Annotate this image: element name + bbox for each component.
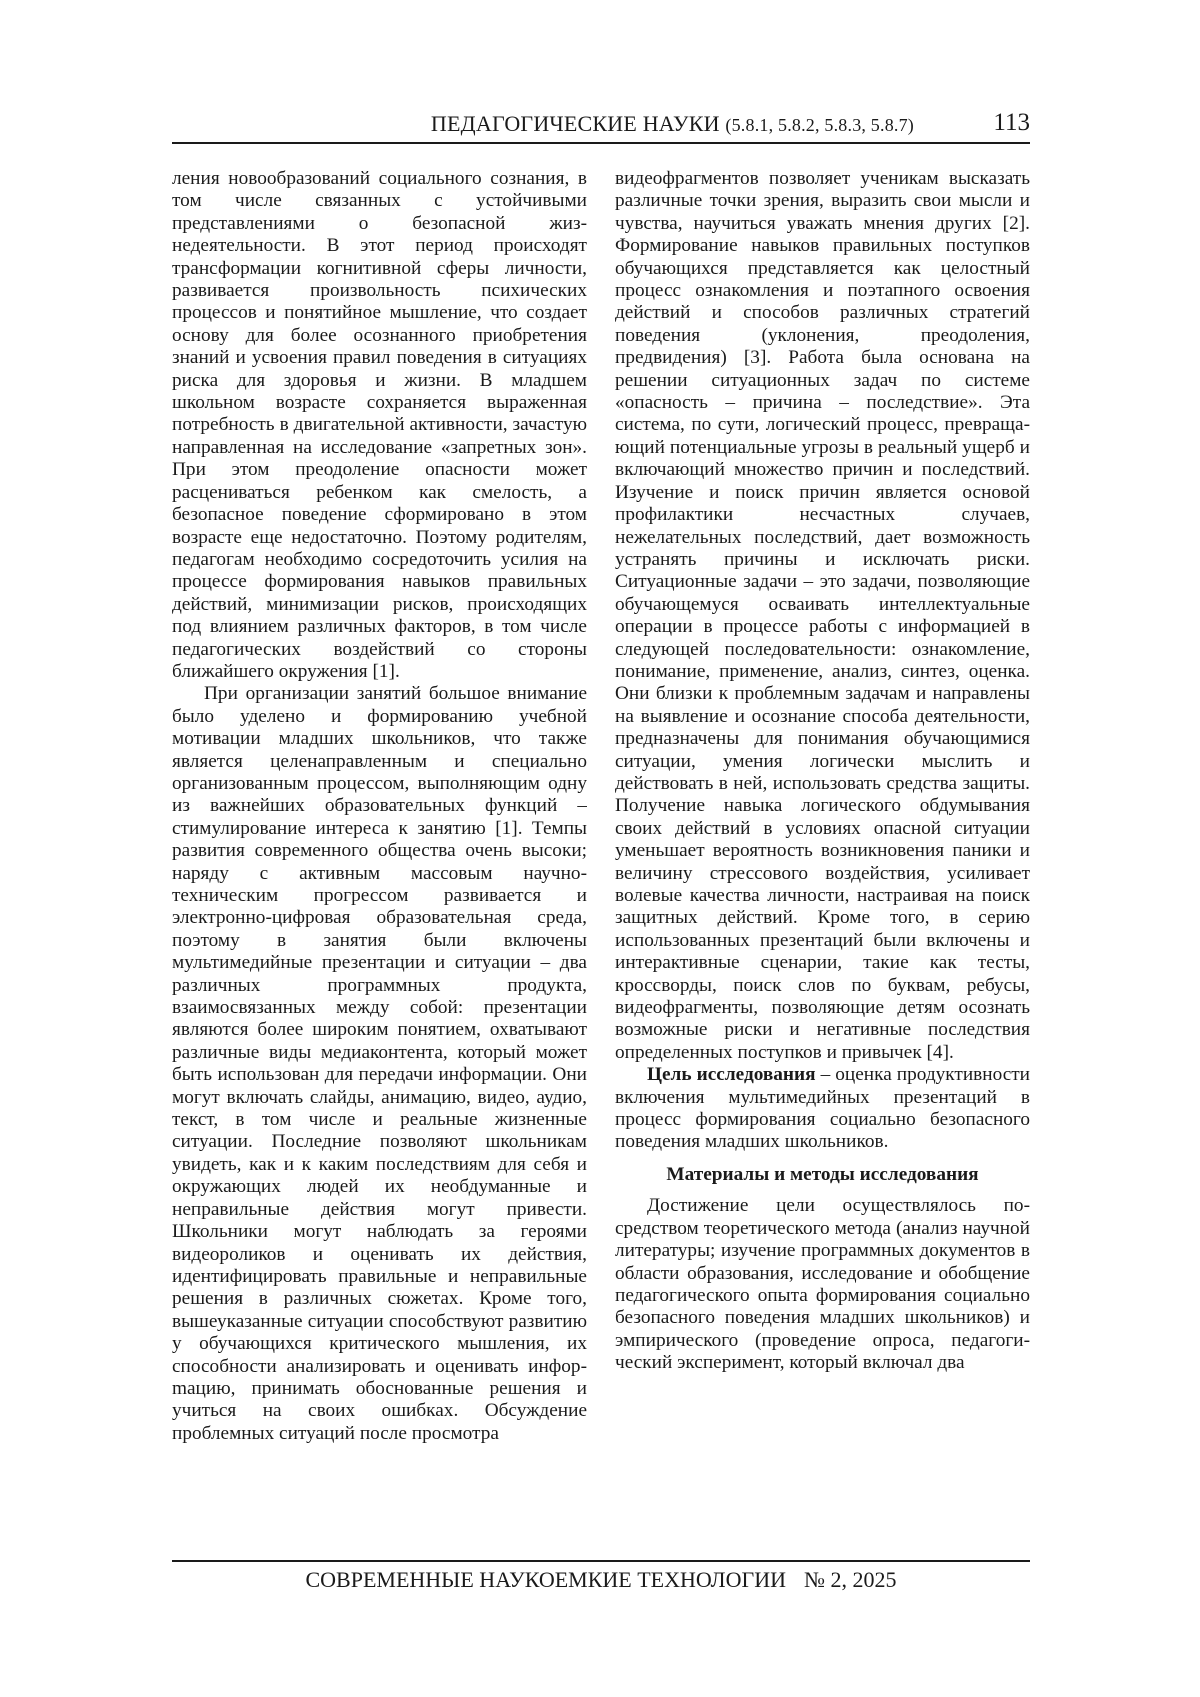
issue-number: № 2, 2025 [804,1567,897,1592]
left-column [172,168,587,1533]
right-column [615,168,1030,1533]
running-footer [172,1560,1030,1593]
page-number: 113 [993,109,1030,136]
section-name: ПЕДАГОГИЧЕСКИЕ НАУКИ [430,111,720,136]
running-title [431,111,914,137]
running-header [172,108,1030,144]
aim-label: Цель исследования [647,1064,816,1086]
paragraph: Достижение цели осуществлялось посредством теоретического метода (анализ научной литературы; изучение программных документов в области образования, исследование и обобщение педагогического опыта формирования социально безопасного поведения младших школьников) и эмпирического (проведение опроса, педагогический эксперимент, который включал два [615,1195,1030,1374]
aim-text: – оценка продуктивности включения мультимедийных презентаций в процесс формирования социально безопасного поведения младших школьников. [615,1064,1030,1153]
section-heading: Материалы и методы исследования [666,1163,979,1185]
aim-paragraph [615,1064,1030,1154]
paragraph: При организации занятий большое внимание было уделено и формированию учебной мотивации младших школьников, что также является целенаправленным и специально организованным процессом, выполняющим одну из важнейших образовательных функций – стимулирование интереса к занятию [1]. Темпы развития современного общества очень высоки; наряду с активным массовым научно-техническим прогрессом развивается и электронно-цифровая образовательная среда, поэтому в занятия были включены мультимедийные презентации и ситуации – два различных программных продукта, взаимосвязанных между собой: презентации являются более широким понятием, охватывают различные виды медиаконтента, который может быть использован для передачи информации. Они могут включать слайды, анимацию, видео, аудио, текст, в том числе и реальные жизненные ситуации. Последние позволяют школьникам увидеть, как и к каким последствиям для себя и окружающих людей их необдуманные и неправильные действия могут привести. Школьники могут наблюдать за героями видеороликов и оценивать их действия, идентифицировать правильные и неправильные решения в различных сюжетах. Кроме того, вышеуказанные ситуации способствуют развитию у обучающихся критического мышления, их способности анализировать и оценивать инфорmацию, принимать обоснованные решения и учиться на своих ошибках. Обсуждение проблемных ситуаций после просмотра [172,683,587,1444]
paragraph: видеофрагментов позволяет ученикам высказать различные точки зрения, выразить свои мысли и чувства, научиться уважать мнения других [2]. Формирование навыков правильных поступков обучающихся представляется как целостный процесс ознакомления и поэтапного освоения действий и способов различных стратегий поведения (уклонения, преодоления, предвидения) [3]. Работа была основана на решении ситуационных задач по системе «опасность – причина – последствие». Эта система, по сути, логический процесс, превращающий потенциальные угрозы в реальный ущерб и включающий множество причин и последствий. Изучение и поиск причин является основой профилактики несчастных случаев, нежелательных последствий, дает возможность устранять причины и исключать риски. Ситуационные задачи – это задачи, позволяющие обучающемуся осваивать интеллектуальные операции в процессе работы с информацией в следующей последовательности: ознакомление, понимание, применение, анализ, синтез, оценка. Они близки к проблемным задачам и направлены на выявление и осознание способа деятельности, предназначены для понимания обучающимися ситуации, умения логически мыслить и действовать в ней, использовать средства защиты. Получение навыка логического обдумывания своих действий в условиях опасной ситуации уменьшает вероятность возникновения паники и величину стрессового воздействия, усиливает волевые качества личности, настраивая на поиск защитных действий. Кроме того, в серию использованных презентаций были включены и интерактивные сценарии, такие как тесты, кроссворды, поиск слов по буквам, ребусы, видеофрагменты, позволяющие детям осознать возможные риски и негативные последствия определенных поступков и привычек [4]. [615,168,1030,1063]
specialty-codes: (5.8.1, 5.8.2, 5.8.3, 5.8.7) [725,115,914,135]
journal-name: СОВРЕМЕННЫЕ НАУКОЕМКИЕ ТЕХНОЛОГИИ [305,1567,786,1592]
paragraph: ления новообразований социального сознания, в том числе связанных с устойчивыми представлениями о безопасной жизнедеятельности. В этот период происходят трансформации когнитивной сферы личности, развивается произвольность психических процессов и понятийное мышление, что создает основу для более осознанного приобретения знаний и усвоения правил поведения в ситуациях риска для здоровья и жизни. В младшем школьном возрасте сохраняется выраженная потребность в двигательной активности, зачастую направленная на исследование «запретных зон». При этом преодоление опасности может расцениваться ребенком как смелость, а безопасное поведение сформировано в этом возрасте еще недостаточно. Поэтому родителям, педагогам необходимо сосредоточить усилия на процессе формирования навыков правильных действий, минимизации рисков, происходящих под влиянием различных факторов, в том числе педагогических воздействий со стороны ближайшего окружения [1]. [172,168,587,682]
